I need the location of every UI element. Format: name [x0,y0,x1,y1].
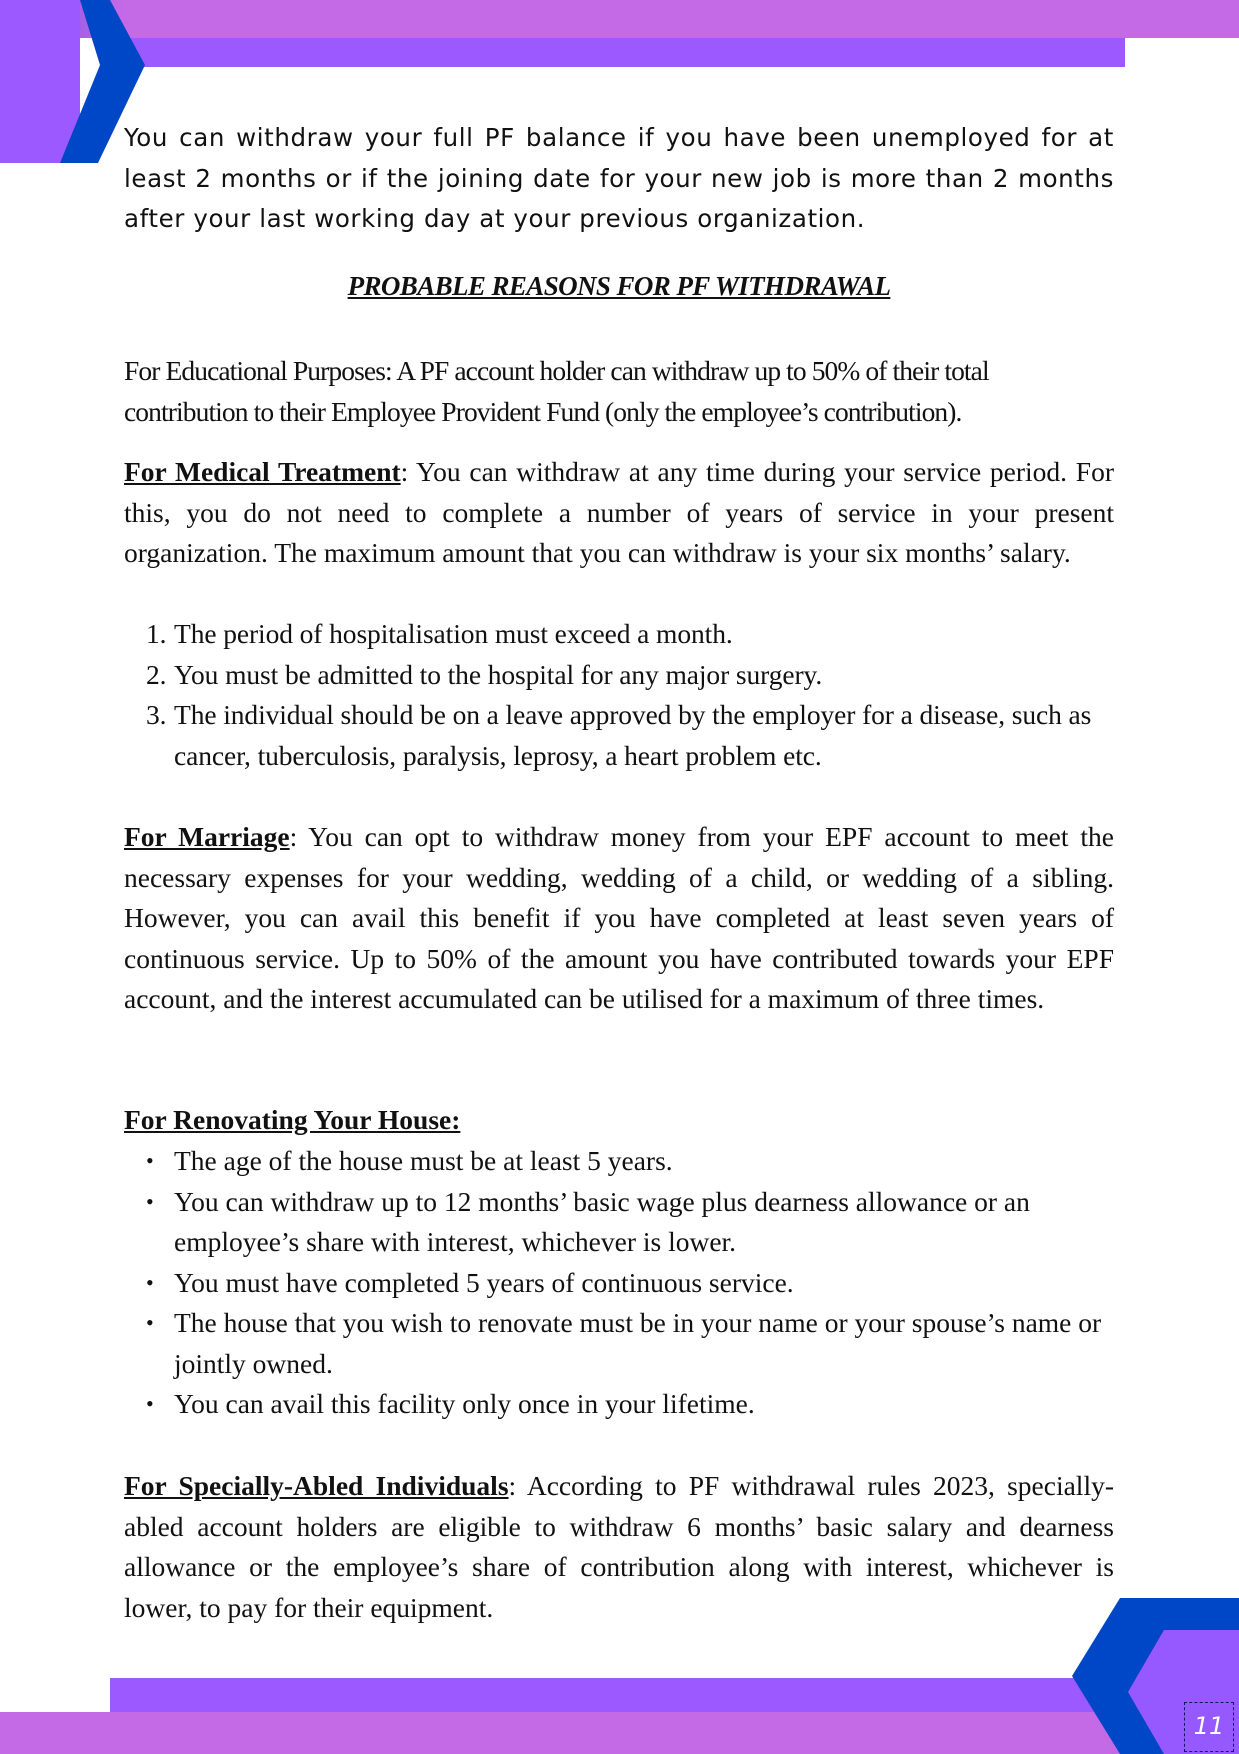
renovation-heading [124,1100,1114,1141]
list-item-text: You must have completed 5 years of continuous service. [174,1266,794,1298]
list-marker: 2. [146,658,167,690]
medical-paragraph [124,452,1114,574]
page-number: 11 [1184,1702,1234,1752]
marriage-paragraph [124,817,1114,1020]
bullet-icon: • [146,1391,154,1416]
list-item [124,695,1114,776]
bullet-icon: • [146,1148,154,1173]
marriage-lead: For Marriage [124,821,290,852]
list-marker: 3. [146,699,167,730]
list-marker: 1. [146,618,167,649]
bullet-icon: • [146,1310,154,1335]
list-item-text: The individual should be on a leave approved by the employer for a disease, such as cancer, tuberculosis, paralysis, leprosy, a heart problem etc. [174,699,1092,771]
specially-abled-paragraph [124,1466,1114,1628]
header-top-band [0,0,1239,38]
list-item-text: You can avail this facility only once in your lifetime. [174,1388,755,1419]
list-item [124,1303,1114,1384]
intro-paragraph: You can withdraw your full PF balance if you have been unemployed for at least 2 months or if the joining date for your new job is more than 2 months after your last working day at your previous organization. [124,123,1114,233]
bullet-icon: • [146,1188,154,1214]
list-item [124,1384,1114,1425]
header-left-block [0,0,80,163]
medical-lead: For Medical Treatment [124,456,401,487]
list-item-text: You can withdraw up to 12 months’ basic wage plus dearness allowance or an employee’s share with interest, whichever is lower. [174,1185,1030,1257]
list-item [124,1263,1114,1304]
list-item [124,655,1114,696]
section-heading: PROBABLE REASONS FOR PF WITHDRAWAL [347,271,891,301]
footer-bottom-band [0,1712,1239,1754]
bullet-icon: • [146,1269,154,1295]
renovation-lead: For Renovating Your House: [124,1104,461,1135]
medical-text: : You can withdraw at any time during your service period. For this, you do not need to complete a number of years of service in your present organization. The maximum amount that you can withdraw is your six months’ salary. [124,456,1114,568]
education-paragraph: For Educational Purposes: A PF account holder can withdraw up to 50% of their total contribution to their Employee Provident Fund (only the employee’s contribution). [124,355,989,427]
renovation-list [124,1141,1114,1425]
specially-abled-text: : According to PF withdrawal rules 2023, specially-abled account holders are eligible to withdraw 6 months’ basic salary and dearness allowance or the employee’s share of contribution along with interest, whichever is lower, to pay for their equipment. [124,1470,1114,1623]
specially-abled-lead: For Specially-Abled Individuals [124,1470,509,1501]
list-item [124,1182,1114,1263]
list-item [124,1141,1114,1182]
footer-violet-bar [110,1678,1100,1712]
list-item [124,614,1114,655]
header-violet-bar [100,38,1125,67]
marriage-text: : You can opt to withdraw money from your EPF account to meet the necessary expenses for your wedding, wedding of a child, or wedding of a sibling. However, you can avail this benefit if you have completed at least seven years of continuous service. Up to 50% of the amount you have contributed towards your EPF account, and the interest accumulated can be utilised for a maximum of three times. [124,821,1114,1014]
list-item-text: The period of hospitalisation must exceed a month. [174,618,733,649]
medical-criteria-list [124,614,1114,776]
list-item-text: The house that you wish to renovate must be in your name or your spouse’s name or jointly owned. [174,1307,1102,1379]
list-item-text: The age of the house must be at least 5 years. [174,1145,673,1176]
list-item-text: You must be admitted to the hospital for any major surgery. [174,658,823,690]
